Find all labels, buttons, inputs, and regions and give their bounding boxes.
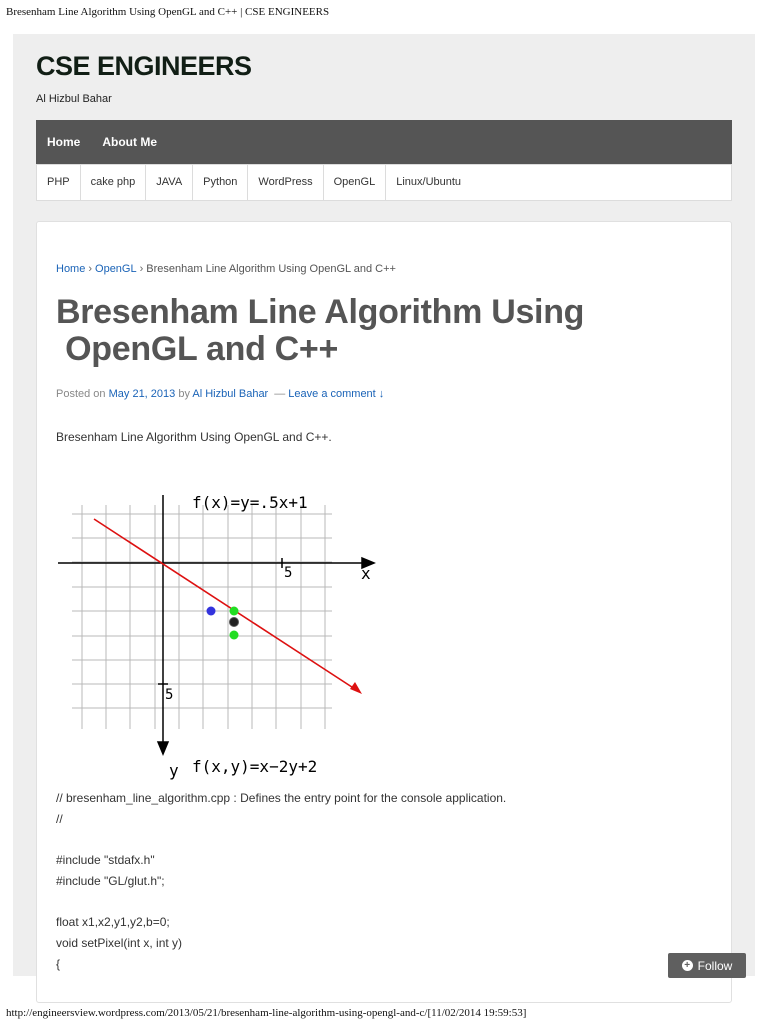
primary-nav [36, 120, 732, 164]
code-block [56, 788, 506, 974]
axis-label-x: x [361, 564, 371, 583]
code-line: // bresenham_line_algorithm.cpp : Defines the entry point for the console application. [56, 791, 507, 805]
equation-bottom: f(x,y)=x−2y+2 [192, 757, 318, 776]
code-line: // [56, 811, 63, 826]
breadcrumb-category[interactable]: OpenGL [95, 263, 137, 275]
breadcrumb [56, 263, 396, 275]
category-opengl[interactable]: OpenGL [324, 165, 387, 200]
tick-label-x: 5 [284, 565, 293, 581]
breadcrumb-separator: › [88, 263, 93, 275]
blue-point [207, 607, 216, 616]
code-line: #include "stdafx.h" [56, 853, 155, 868]
post-title [56, 294, 656, 368]
category-nav [36, 164, 732, 201]
nav-item-about-me[interactable]: About Me [102, 135, 157, 149]
category-wordpress[interactable]: WordPress [248, 165, 323, 200]
browser-page-url: http://engineersview.wordpress.com/2013/05/21/bresenham-line-algorithm-using-opengl-and-c/[11/02/2014 19:59:53] [6, 1007, 527, 1019]
plus-circle-icon: + [682, 960, 693, 971]
axis-label-y: y [169, 761, 179, 780]
red-line [94, 519, 358, 691]
green-point-bottom [230, 631, 239, 640]
post-content [36, 221, 732, 1003]
code-line: { [56, 956, 61, 971]
breadcrumb-home[interactable]: Home [56, 263, 86, 275]
category-php[interactable]: PHP [37, 165, 81, 200]
equation-top: f(x)=y=.5x+1 [192, 493, 308, 512]
category-java[interactable]: JAVA [146, 165, 193, 200]
axes [58, 495, 374, 754]
site-description: Al Hizbul Bahar [36, 93, 112, 105]
green-point-top [230, 607, 239, 616]
category-cake-php[interactable]: cake php [81, 165, 147, 200]
category-python[interactable]: Python [193, 165, 248, 200]
site-title[interactable]: CSE ENGINEERS [36, 51, 252, 81]
black-point [230, 618, 239, 627]
red-line-arrow [350, 682, 362, 694]
code-line: void setPixel(int x, int y) [56, 935, 183, 950]
post-title-line-1: Bresenham Line Algorithm Using [56, 293, 585, 331]
code-line: #include "GL/glut.h"; [56, 873, 165, 888]
by-label: by [178, 388, 190, 400]
tick-label-y: 5 [165, 687, 174, 703]
meta-dash: — [274, 388, 286, 400]
grid-lines [72, 505, 332, 729]
breadcrumb-current: Bresenham Line Algorithm Using OpenGL and C++ [146, 263, 396, 275]
leave-comment-link[interactable]: Leave a comment ↓ [288, 388, 385, 400]
code-line [56, 829, 506, 850]
bresenham-figure [52, 463, 371, 780]
follow-label: Follow [697, 958, 733, 973]
category-linux-ubuntu[interactable]: Linux/Ubuntu [396, 176, 462, 188]
browser-page-title: Bresenham Line Algorithm Using OpenGL and C++ | CSE ENGINEERS [6, 6, 330, 18]
breadcrumb-separator: › [139, 263, 144, 275]
page-wrapper [13, 34, 755, 976]
post-meta [56, 388, 384, 400]
code-line [56, 891, 506, 912]
post-date-link[interactable]: May 21, 2013 [108, 388, 176, 400]
code-line: float x1,x2,y1,y2,b=0; [56, 915, 170, 930]
author-link[interactable]: Al Hizbul Bahar [192, 388, 269, 400]
post-intro: Bresenham Line Algorithm Using OpenGL and C++. [56, 430, 332, 444]
follow-button[interactable] [668, 953, 746, 978]
post-title-line-2: OpenGL and C++ [56, 330, 339, 368]
posted-on-label: Posted on [56, 388, 106, 400]
nav-item-home[interactable]: Home [47, 135, 81, 149]
